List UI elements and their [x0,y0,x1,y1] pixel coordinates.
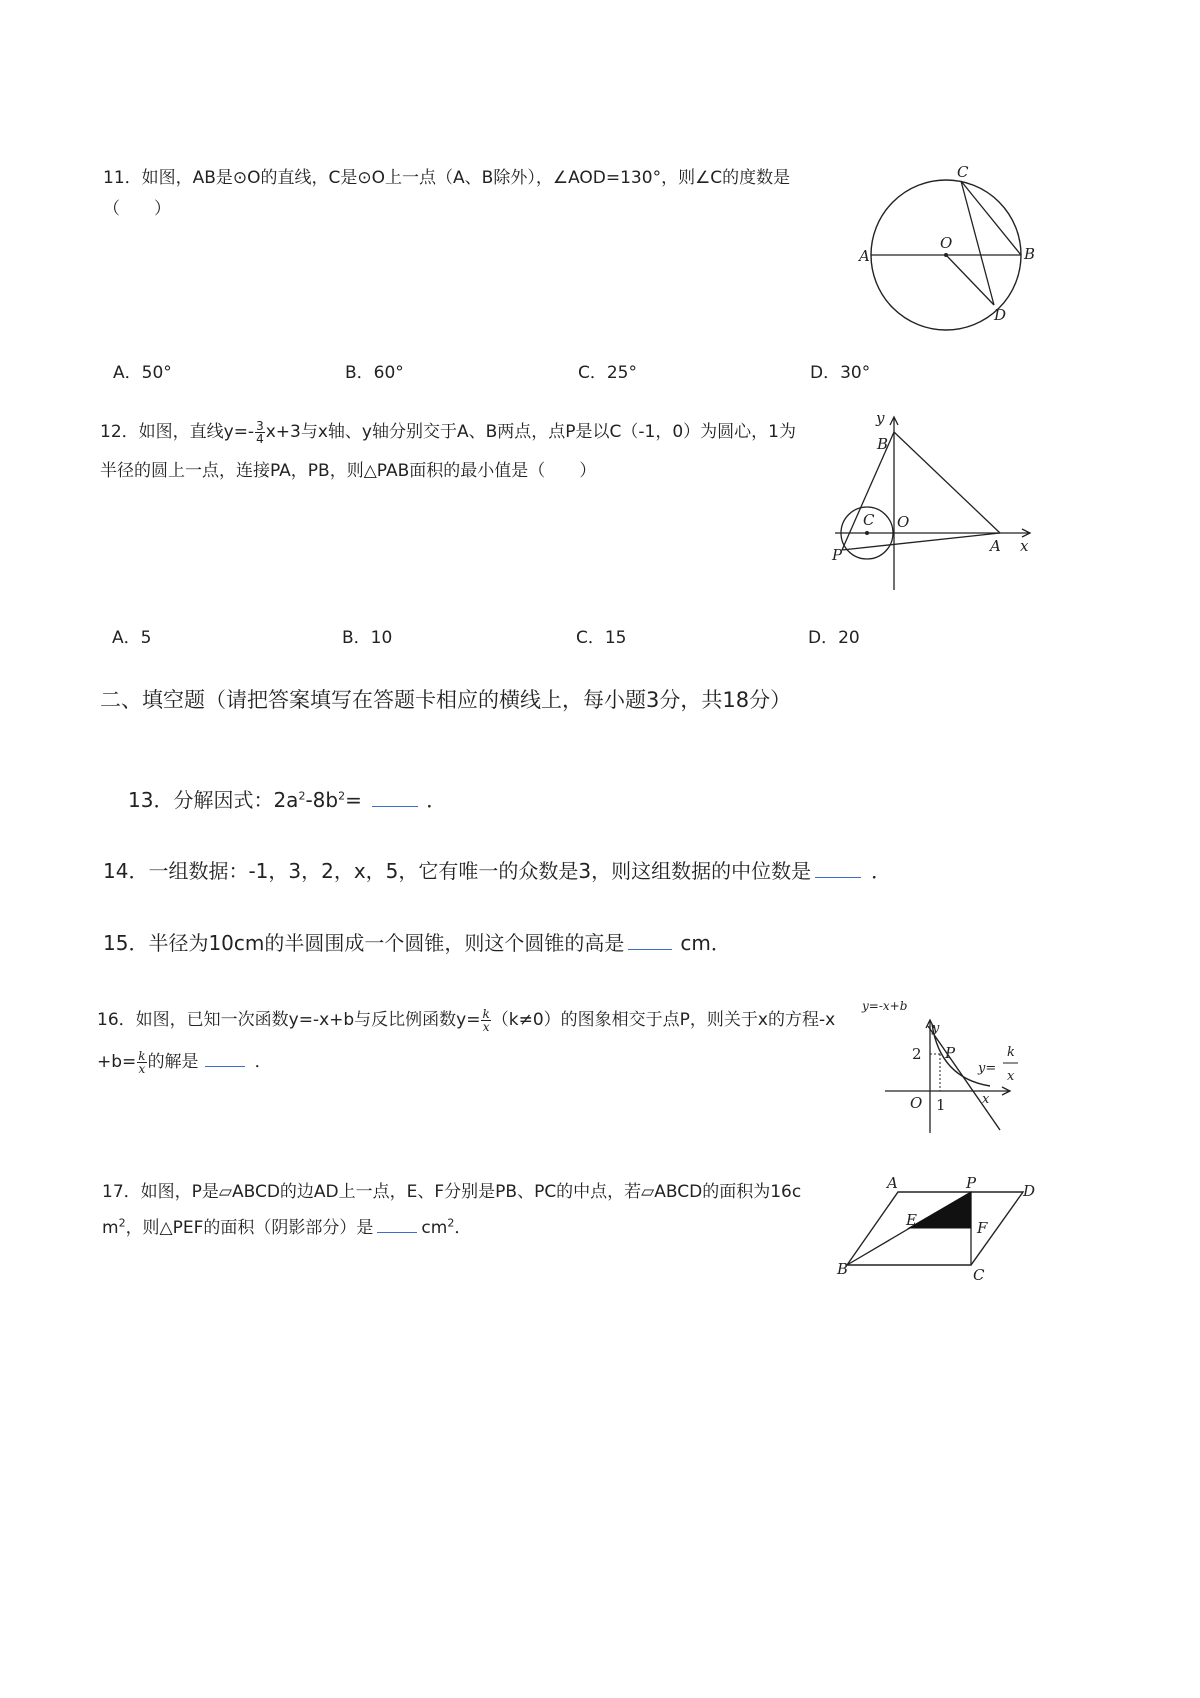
q16-line1 [97,1004,835,1036]
q12-option-c: C．15 [576,628,627,648]
label-x-axis: x [982,1092,990,1107]
label-o: O [897,513,910,531]
line-ab [894,432,1000,533]
label-d: D [994,306,1007,324]
center-dot [944,253,948,257]
q14-end: ． [871,859,892,883]
q16-fraction2 [137,1050,146,1075]
label-c: C [957,163,969,181]
q14-text: 14．一组数据：-1，3，2，x，5，它有唯一的众数是3，则这组数据的中位数是 [103,859,812,883]
q16-line2-post: 的解是 [147,1052,199,1072]
q12-fraction [255,420,265,445]
q16-function-figure [860,998,1040,1138]
q13-post: = [345,788,362,812]
label-a: A [990,537,1001,555]
q17-sup2: 2 [447,1216,455,1230]
q13-sup2: 2 [338,789,346,803]
q11-option-c: C．25° [578,363,638,383]
label-x: x [1020,537,1029,555]
label-1: 1 [936,1096,946,1114]
q12-coordinate-figure [830,405,1040,595]
label-b: B [1024,245,1036,263]
q17-line1: 17．如图，P是▱ABCD的边AD上一点，E、F分别是PB、PC的中点，若▱ABCD的面积为16c [102,1182,802,1202]
q13-mid: -8b [305,788,339,812]
q16-answer-blank[interactable] [205,1048,245,1067]
q11-circle-figure [858,160,1058,350]
hyperbola-graph [932,1024,990,1086]
q16-frac1-den: x [482,1019,490,1034]
q14 [103,854,891,888]
q13 [128,783,446,817]
label-d: D [1023,1182,1036,1200]
q17-line2 [102,1212,471,1244]
label-x-den: x [1007,1069,1015,1084]
q11-line1: 11．如图，AB是⊙O的直线，C是⊙O上一点（A、B除外），∠AOD=130°，则∠C的度数是 [103,168,791,188]
q14-answer-blank[interactable] [815,859,861,878]
label-2: 2 [912,1045,922,1063]
q12-frac-den: 4 [256,431,264,446]
q16-line1-post: （k≠0）的图象相交于点P，则关于x的方程-x [491,1010,836,1030]
label-y-eq: y= [978,1061,997,1076]
shaded-triangle-pef [909,1192,971,1228]
label-y: y [932,1021,940,1036]
label-p: P [945,1044,956,1062]
q15-answer-blank[interactable] [628,931,672,950]
label-p: P [832,546,843,564]
q12-line1-pre: 12．如图，直线y=- [100,422,255,442]
q13-end: ． [426,788,447,812]
center-c-dot [865,531,869,535]
q16-frac2-num: k [138,1048,146,1063]
q17-answer-blank[interactable] [377,1214,417,1233]
q15-end: cm． [680,931,731,955]
q12-line1 [100,416,796,448]
q16-end: ． [254,1052,272,1072]
q12-option-a: A．5 [112,628,152,648]
q17-parallelogram-figure [835,1170,1045,1285]
q16-line2-pre: +b= [97,1052,137,1072]
q17-end: ． [454,1218,472,1238]
label-o: O [940,234,953,252]
label-y: y [876,409,885,427]
q17-sup: 2 [118,1216,126,1230]
q16-fraction1 [481,1008,490,1033]
q16-frac1-num: k [482,1006,490,1021]
q12-option-d: D．20 [808,628,860,648]
label-p: P [966,1174,977,1192]
q17-line2-post: cm [421,1218,448,1238]
label-c: C [863,511,875,529]
q17-line2-mid: ，则△PEF的面积（阴影部分）是 [125,1218,374,1238]
q12-option-b: B．10 [342,628,393,648]
q13-sup1: 2 [298,789,306,803]
q11-option-a: A．50° [113,363,172,383]
label-f: F [977,1219,988,1237]
q11-option-d: D．30° [810,363,871,383]
q11-line2: （ ） [103,199,171,219]
q17-line2-pre: m [102,1218,119,1238]
q11-option-b: B．60° [345,363,404,383]
q16-line2 [97,1046,272,1078]
label-c: C [973,1266,985,1284]
q12-line2: 半径的圆上一点，连接PA，PB，则△PAB面积的最小值是（ ） [100,461,597,481]
label-k: k [1007,1045,1015,1060]
label-a: A [887,1174,898,1192]
q12-line1-post: x+3与x轴、y轴分别交于A、B两点，点P是以C（-1，0）为圆心，1为 [265,422,796,442]
label-a: A [859,247,870,265]
label-line-eq: y=-x+b [862,999,908,1013]
section-heading: 二、填空题（请把答案填写在答题卡相应的横线上，每小题3分，共18分） [100,688,792,712]
q15 [103,926,731,960]
q13-pre: 13．分解因式：2a [128,788,299,812]
q16-line1-pre: 16．如图，已知一次函数y=-x+b与反比例函数y= [97,1010,481,1030]
q13-answer-blank[interactable] [372,788,418,807]
label-o: O [910,1094,923,1112]
q15-text: 15．半径为10cm的半圆围成一个圆锥，则这个圆锥的高是 [103,931,625,955]
q16-frac2-den: x [138,1061,146,1076]
label-b: B [837,1260,849,1278]
line-pa [842,533,1000,550]
label-e: E [906,1211,917,1229]
chord-cd [961,181,994,305]
label-b: B [877,435,889,453]
q12-frac-num: 3 [256,418,264,433]
